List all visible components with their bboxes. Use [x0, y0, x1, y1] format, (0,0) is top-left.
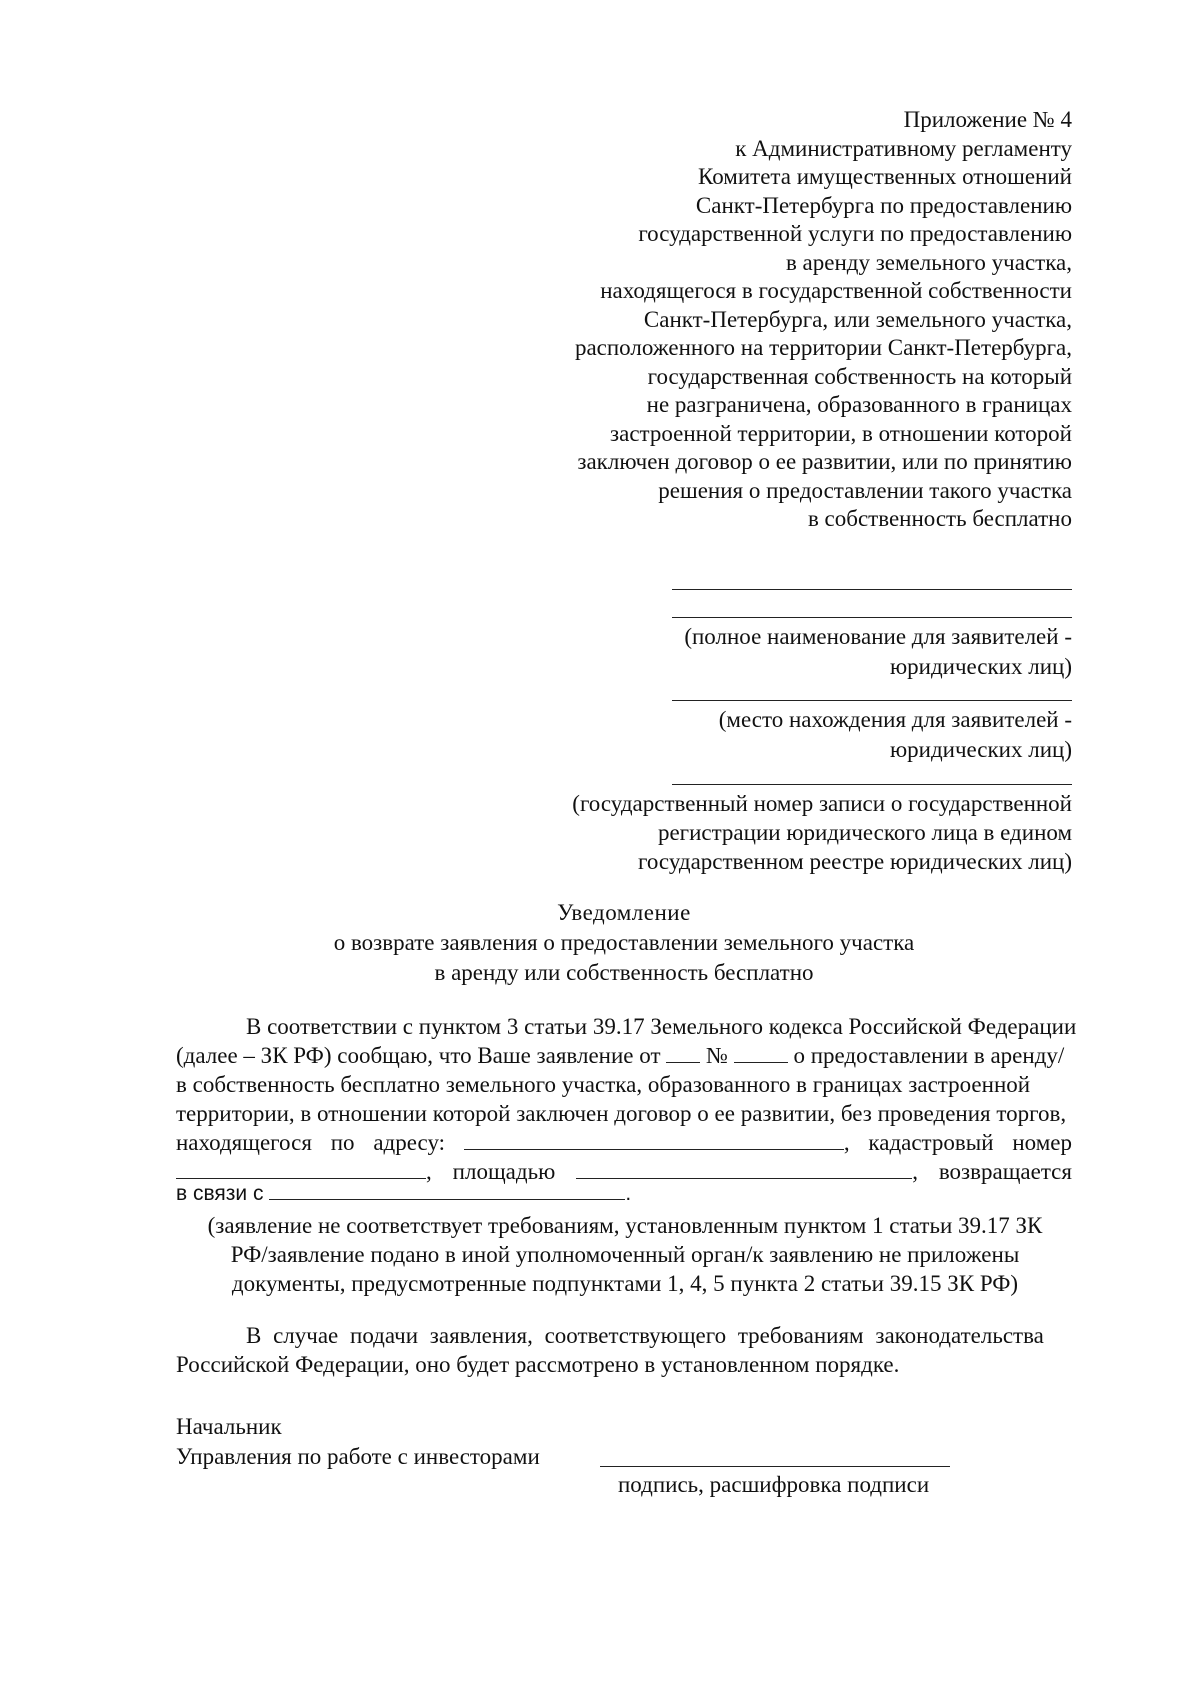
application-date-blank — [666, 1042, 700, 1063]
area-blank — [576, 1158, 912, 1179]
caption-line: (место нахождения для заявителей - — [718, 707, 1072, 732]
paragraph-text: площадью — [452, 1159, 556, 1184]
comma: , — [912, 1159, 918, 1184]
paragraph-text: о предоставлении в аренду/ — [793, 1043, 1065, 1068]
paragraph-line — [176, 1041, 1072, 1070]
caption-line: юридических лиц) — [889, 654, 1072, 679]
paragraph-text: адресу: — [373, 1130, 446, 1155]
appendix-line: государственная собственность на который — [647, 363, 1072, 389]
period: . — [625, 1182, 632, 1205]
appendix-line: находящегося в государственной собственности — [600, 278, 1072, 303]
caption-line: регистрации юридического лица в едином — [657, 820, 1072, 845]
paragraph-line — [176, 1350, 1072, 1379]
reason-caption — [150, 1211, 1100, 1298]
addressee-registration-caption — [572, 789, 1072, 876]
paragraph-text: номер — [1012, 1130, 1072, 1155]
paragraph-text: в собственность бесплатно земельного участка, образованного в границах застроенной — [176, 1072, 1031, 1097]
caption-line: (полное наименование для заявителей - — [684, 624, 1072, 649]
comma: , — [843, 1130, 850, 1155]
reason-blank — [269, 1182, 625, 1200]
caption-line: РФ/заявление подано в иной уполномоченный орган/к заявлению не приложены — [230, 1242, 1020, 1267]
paragraph-text: Российской Федерации, оно будет рассмотрено в установленном порядке. — [176, 1352, 900, 1377]
title-line: Уведомление — [557, 900, 691, 925]
title-line: о возврате заявления о предоставлении земельного участка — [333, 930, 915, 955]
paragraph-line — [176, 1012, 1077, 1041]
appendix-line: не разграничена, образованного в границах — [646, 392, 1072, 417]
appendix-line: расположенного на территории Санкт-Петербурга, — [574, 335, 1072, 360]
application-number-blank — [734, 1042, 788, 1063]
paragraph-text: возвращается — [938, 1159, 1072, 1184]
signatory-position — [176, 1412, 540, 1472]
address-field — [464, 1128, 850, 1157]
appendix-line: к Административному регламенту — [735, 135, 1072, 161]
caption-line: юридических лиц) — [889, 737, 1072, 762]
appendix-line: Приложение № 4 — [903, 107, 1072, 132]
paragraph-line — [176, 1128, 1072, 1157]
paragraph-text: В случае подачи заявления, соответствующего требованиям законодательства — [246, 1323, 1044, 1348]
signature-caption: подпись, расшифровка подписи — [618, 1472, 930, 1497]
paragraph-line — [176, 1321, 1072, 1350]
addressee-registration-line — [672, 784, 1072, 785]
number-sign: № — [706, 1043, 728, 1068]
reason-label: в связи с — [176, 1182, 264, 1205]
appendix-line: Санкт-Петербурга по предоставлению — [695, 192, 1072, 218]
paragraph-text: кадастровый — [868, 1130, 994, 1155]
signature-line — [600, 1466, 950, 1467]
caption-line: (государственный номер записи о государственной — [572, 791, 1072, 816]
address-blank — [464, 1129, 844, 1150]
position-line: Начальник — [176, 1414, 282, 1439]
title-line: в аренду или собственность бесплатно — [434, 960, 814, 985]
appendix-line: Комитета имущественных отношений — [698, 164, 1072, 189]
paragraph-line — [176, 1099, 1072, 1128]
appendix-line: заключен договор о ее развитии, или по принятию — [577, 449, 1072, 474]
appendix-header — [575, 106, 1072, 534]
appendix-line: решения о предоставлении такого участка — [658, 477, 1072, 503]
reason-line — [176, 1182, 631, 1206]
addressee-location-caption — [719, 705, 1072, 765]
addressee-location-line — [672, 700, 1072, 701]
paragraph-line — [176, 1070, 1072, 1099]
addressee-blank-line — [672, 589, 1072, 590]
notice-paragraph — [176, 1012, 1077, 1186]
caption-line: (заявление не соответствует требованиям, установленным пунктом 1 статьи 39.17 ЗК — [207, 1213, 1043, 1238]
appendix-line: государственной услуги по предоставлению — [638, 221, 1072, 246]
cadastral-number-blank — [176, 1158, 426, 1179]
caption-line: документы, предусмотренные подпунктами 1, 4, 5 пункта 2 статьи 39.15 ЗК РФ) — [231, 1271, 1019, 1296]
caption-line: государственном реестре юридических лиц) — [637, 849, 1072, 874]
appendix-line: Санкт-Петербурга, или земельного участка, — [643, 306, 1072, 332]
document-title — [176, 898, 1072, 988]
paragraph-text: по — [330, 1130, 355, 1155]
appendix-line: в аренду земельного участка, — [785, 249, 1072, 275]
addressee-name-line — [672, 617, 1072, 618]
closing-paragraph — [176, 1321, 1072, 1379]
paragraph-text: находящегося — [176, 1130, 312, 1155]
appendix-line: в собственность бесплатно — [807, 506, 1072, 531]
paragraph-text: (далее – ЗК РФ) сообщаю, что Ваше заявление от — [176, 1043, 661, 1068]
appendix-line: застроенной территории, в отношении которой — [610, 420, 1072, 446]
paragraph-text: В соответствии с пунктом 3 статьи 39.17 Земельного кодекса Российской Федерации — [246, 1014, 1077, 1039]
addressee-name-caption — [684, 622, 1072, 682]
comma: , — [426, 1159, 432, 1184]
position-line: Управления по работе с инвесторами — [176, 1444, 540, 1469]
paragraph-text: территории, в отношении которой заключен договор о ее развитии, без проведения торгов, — [176, 1101, 1067, 1126]
